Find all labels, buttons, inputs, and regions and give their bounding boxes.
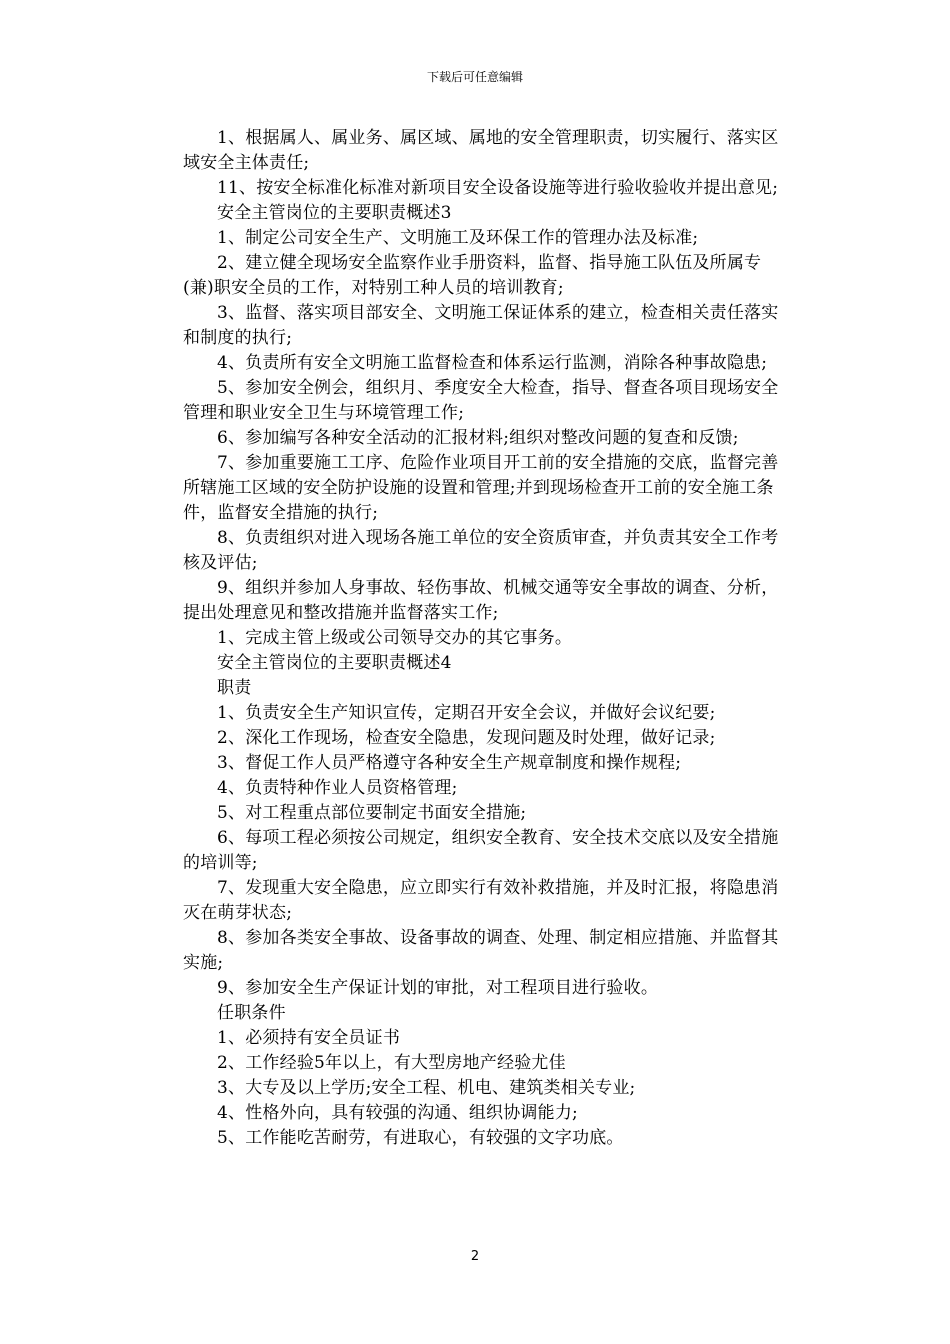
paragraph: 5、对工程重点部位要制定书面安全措施; [217, 803, 527, 823]
paragraph: 2、深化工作现场，检查安全隐患，发现问题及时处理，做好记录; [217, 728, 716, 748]
paragraph: 1、制定公司安全生产、文明施工及环保工作的管理办法及标准; [217, 228, 699, 248]
section-heading: 安全主管岗位的主要职责概述3 [217, 203, 452, 223]
paragraph: 8、负责组织对进入现场各施工单位的安全资质审查，并负责其安全工作考核及评估; [183, 528, 779, 573]
paragraph: 7、参加重要施工工序、危险作业项目开工前的安全措施的交底，监督完善所辖施工区域的安全防护设施的设置和管理;并到现场检查开工前的安全施工条件，监督安全措施的执行; [183, 453, 779, 523]
paragraph: 1、完成主管上级或公司领导交办的其它事务。 [217, 628, 573, 648]
paragraph: 1、负责安全生产知识宣传，定期召开安全会议，并做好会议纪要; [217, 703, 716, 723]
paragraph: 9、组织并参加人身事故、轻伤事故、机械交通等安全事故的调查、分析，提出处理意见和整改措施并监督落实工作; [183, 578, 779, 623]
page-number: 2 [470, 1249, 480, 1264]
paragraph: 1、根据属人、属业务、属区域、属地的安全管理职责，切实履行、落实区域安全主体责任; [183, 128, 779, 173]
paragraph: 4、负责特种作业人员资格管理; [217, 778, 458, 798]
paragraph: 3、监督、落实项目部安全、文明施工保证体系的建立，检查相关责任落实和制度的执行; [183, 303, 779, 348]
document-body [183, 126, 783, 1151]
page-header: 下载后可任意编辑 [426, 70, 523, 84]
paragraph: 5、参加安全例会，组织月、季度安全大检查，指导、督查各项目现场安全管理和职业安全卫生与环境管理工作; [183, 378, 779, 423]
subheading-duties: 职责 [217, 678, 252, 698]
paragraph: 7、发现重大安全隐患，应立即实行有效补救措施，并及时汇报，将隐患消灭在萌芽状态; [183, 878, 779, 923]
paragraph: 3、督促工作人员严格遵守各种安全生产规章制度和操作规程; [217, 753, 682, 773]
paragraph: 4、负责所有安全文明施工监督检查和体系运行监测，消除各种事故隐患; [217, 353, 768, 373]
paragraph: 4、性格外向，具有较强的沟通、组织协调能力; [217, 1103, 578, 1123]
paragraph: 1、必须持有安全员证书 [217, 1028, 401, 1048]
subheading-requirements: 任职条件 [217, 1003, 286, 1023]
paragraph: 5、工作能吃苦耐劳，有进取心，有较强的文字功底。 [217, 1128, 624, 1148]
paragraph: 2、工作经验5年以上，有大型房地产经验尤佳 [217, 1053, 566, 1073]
paragraph: 2、建立健全现场安全监察作业手册资料，监督、指导施工队伍及所属专(兼)职安全员的工作，对特别工种人员的培训教育; [183, 253, 762, 298]
paragraph: 11、按安全标准化标准对新项目安全设备设施等进行验收验收并提出意见; [217, 178, 779, 198]
paragraph: 8、参加各类安全事故、设备事故的调查、处理、制定相应措施、并监督其实施; [183, 928, 779, 973]
paragraph: 3、大专及以上学历;安全工程、机电、建筑类相关专业; [217, 1078, 636, 1098]
paragraph: 6、参加编写各种安全活动的汇报材料;组织对整改问题的复查和反馈; [217, 428, 739, 448]
section-heading: 安全主管岗位的主要职责概述4 [217, 653, 452, 673]
paragraph: 9、参加安全生产保证计划的审批，对工程项目进行验收。 [217, 978, 659, 998]
paragraph: 6、每项工程必须按公司规定，组织安全教育、安全技术交底以及安全措施的培训等; [183, 828, 779, 873]
